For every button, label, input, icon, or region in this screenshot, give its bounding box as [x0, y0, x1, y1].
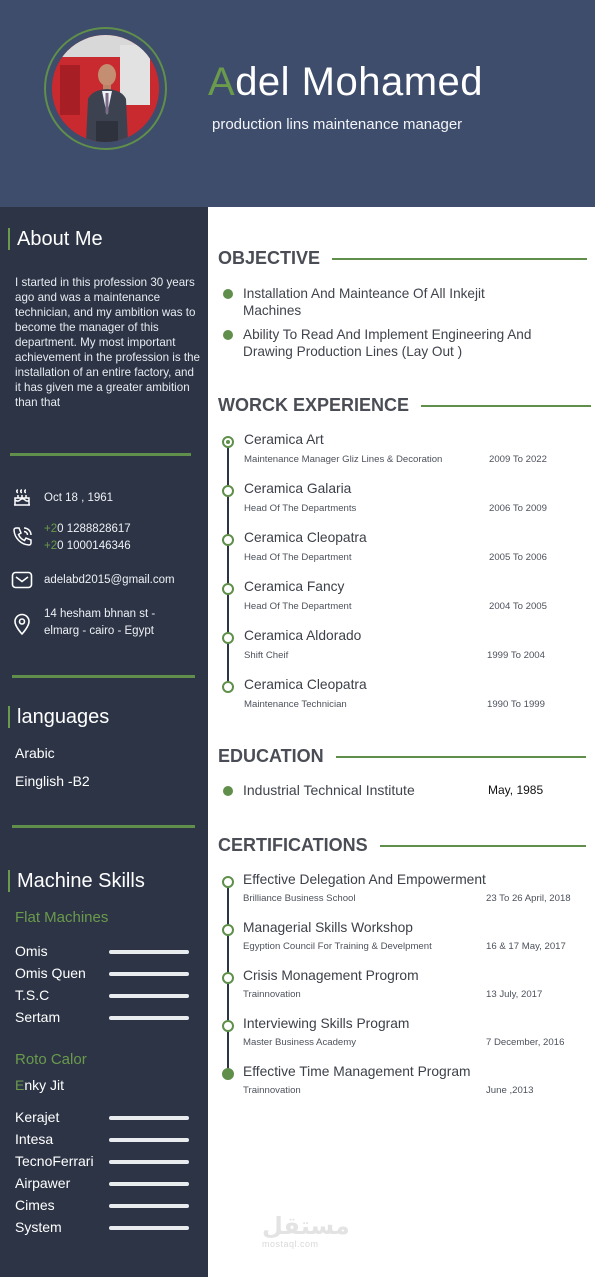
skill-label: Intesa: [15, 1131, 54, 1147]
job-role: Maintenance Technician: [244, 699, 347, 710]
bullet-dot: [223, 786, 233, 796]
objective-heading: OBJECTIVE: [218, 248, 587, 269]
candidate-title: production lins maintenance manager: [212, 116, 463, 133]
skill-bar: [109, 972, 189, 976]
certification-item: [222, 968, 582, 1008]
sidebar-divider: [10, 453, 191, 456]
experience-item: [222, 432, 582, 472]
job-dates: 1990 To 1999: [487, 699, 545, 710]
profile-photo-image: [52, 35, 159, 142]
heading-rule: [332, 258, 587, 260]
certification-date: 23 To 26 April, 2018: [486, 893, 571, 904]
sidebar-divider: [12, 825, 195, 828]
skill-row: [15, 1174, 193, 1192]
timeline-node: [222, 632, 234, 644]
company-name: Ceramica Art: [244, 432, 324, 447]
skill-bar: [109, 1016, 189, 1020]
skill-label: Omis Quen: [15, 965, 86, 981]
machine-skills-heading: Machine Skills: [8, 870, 145, 892]
heading-rule: [380, 845, 586, 847]
job-dates: 2005 To 2006: [489, 552, 547, 563]
phone-number-2[interactable]: +20 1000146346: [44, 540, 131, 552]
location-pin-icon: [10, 612, 34, 636]
skill-bar: [109, 1226, 189, 1230]
about-me-heading: About Me: [8, 228, 103, 250]
cake-icon: [10, 484, 34, 508]
certification-date: June ,2013: [486, 1085, 534, 1096]
bullet-dot: [223, 289, 233, 299]
mail-icon: [10, 568, 34, 592]
contact-email: [10, 568, 175, 592]
contact-birthday: [10, 484, 113, 508]
profile-photo-ring: [44, 27, 167, 150]
experience-heading: WORCK EXPERIENCE: [218, 395, 591, 416]
profile-photo: [52, 35, 159, 142]
company-name: Ceramica Cleopatra: [244, 677, 367, 692]
skill-bar: [109, 1160, 189, 1164]
experience-item: [222, 677, 582, 717]
skill-bar: [109, 1138, 189, 1142]
skill-label: System: [15, 1219, 62, 1235]
certification-item: [222, 1016, 582, 1056]
enky-jit-label: Enky Jit: [15, 1077, 65, 1093]
skill-row: [15, 942, 193, 960]
education-heading: EDUCATION: [218, 746, 586, 767]
skill-label: Cimes: [15, 1197, 55, 1213]
timeline-node: [222, 972, 234, 984]
watermark-latin: mostaql.com: [262, 1239, 319, 1249]
sidebar-divider: [12, 675, 195, 678]
flat-machines-heading: Flat Machines: [15, 909, 109, 926]
heading-rule: [421, 405, 591, 407]
certification-issuer: Trainnovation: [243, 989, 301, 1000]
timeline-node: [222, 1068, 234, 1080]
certification-item: [222, 1064, 582, 1104]
certifications-heading: CERTIFICATIONS: [218, 835, 586, 856]
certification-name: Effective Time Management Program: [243, 1064, 471, 1079]
company-name: Ceramica Cleopatra: [244, 530, 367, 545]
certification-date: 7 December, 2016: [486, 1037, 565, 1048]
company-name: Ceramica Galaria: [244, 481, 352, 496]
skill-row: [15, 1008, 193, 1026]
phone-number-1[interactable]: +20 1288828617: [44, 523, 131, 535]
skill-bar: [109, 950, 189, 954]
skill-row: [15, 986, 193, 1004]
experience-item: [222, 530, 582, 570]
timeline-node: [222, 436, 234, 448]
certification-issuer: Egyption Council For Training & Develpment: [243, 941, 432, 952]
address-text: 14 hesham bhnan st - elmarg - cairo - Egypt: [44, 608, 156, 637]
heading-rule: [336, 756, 586, 758]
timeline-node: [222, 876, 234, 888]
certification-date: 13 July, 2017: [486, 989, 543, 1000]
skill-row: [15, 1108, 193, 1126]
sidebar: [0, 207, 208, 1277]
birthday-text: Oct 18 , 1961: [44, 492, 114, 504]
job-role: Shift Cheif: [244, 650, 289, 661]
experience-item: [222, 628, 582, 668]
skill-label: TecnoFerrari: [15, 1153, 94, 1169]
contact-phones: [10, 521, 131, 555]
roto-calor-heading: Roto Calor: [15, 1051, 87, 1068]
company-name: Ceramica Fancy: [244, 579, 345, 594]
email-text[interactable]: adelabd2015@gmail.com: [44, 574, 175, 586]
skill-row: [15, 1152, 193, 1170]
timeline-node: [222, 583, 234, 595]
timeline-node: [222, 534, 234, 546]
main-content: [208, 207, 595, 1277]
skill-label: Airpawer: [15, 1175, 71, 1191]
job-role: Head Of The Departments: [244, 503, 357, 514]
skill-row: [15, 1196, 193, 1214]
skill-bar: [109, 1182, 189, 1186]
certification-item: [222, 920, 582, 960]
skill-bar: [109, 994, 189, 998]
skill-label: T.S.C: [15, 987, 50, 1003]
job-dates: 2004 To 2005: [489, 601, 547, 612]
certification-issuer: Brilliance Business School: [243, 893, 356, 904]
certification-name: Effective Delegation And Empowerment: [243, 872, 486, 887]
certification-item: [222, 872, 582, 912]
graduation-date: May, 1985: [488, 783, 544, 797]
mostaql-watermark: [262, 1212, 350, 1253]
skill-label: Omis: [15, 943, 48, 959]
experience-item: [222, 579, 582, 619]
skill-row: [15, 1130, 193, 1148]
header: [0, 0, 595, 207]
language-item: Einglish -B2: [15, 773, 90, 789]
certification-issuer: Trainnovation: [243, 1085, 301, 1096]
skill-label: Kerajet: [15, 1109, 60, 1125]
skill-label: Sertam: [15, 1009, 61, 1025]
objective-item: Ability To Read And Implement Engineering And Drawing Production Lines (Lay Out ): [223, 326, 573, 360]
skill-row: [15, 964, 193, 982]
objective-item: Installation And Mainteance Of All Inkejit Machines: [223, 285, 573, 319]
job-dates: 2009 To 2022: [489, 454, 547, 465]
certification-name: Managerial Skills Workshop: [243, 920, 413, 935]
school-name: Industrial Technical Institute: [243, 782, 415, 798]
timeline-node: [222, 924, 234, 936]
phone-icon: [10, 525, 34, 549]
job-role: Head Of The Department: [244, 601, 352, 612]
skill-row: [15, 1218, 193, 1236]
bullet-dot: [223, 330, 233, 340]
job-dates: 1999 To 2004: [487, 650, 545, 661]
job-role: Maintenance Manager Gliz Lines & Decoration: [244, 454, 443, 465]
certification-name: Crisis Monagement Progrom: [243, 968, 419, 983]
certification-issuer: Master Business Academy: [243, 1037, 357, 1048]
certification-date: 16 & 17 May, 2017: [486, 941, 566, 952]
candidate-name: Adel Mohamed: [208, 60, 484, 104]
contact-address: [10, 606, 184, 640]
phone-numbers: [44, 521, 131, 555]
certification-name: Interviewing Skills Program: [243, 1016, 410, 1031]
timeline-node: [222, 681, 234, 693]
language-item: Arabic: [15, 745, 55, 761]
job-role: Head Of The Department: [244, 552, 352, 563]
company-name: Ceramica Aldorado: [244, 628, 362, 643]
skill-bar: [109, 1116, 189, 1120]
timeline-node: [222, 1020, 234, 1032]
about-me-text: I started in this profession 30 years ago and was a maintenance technician, and my ambition was to become the manager of this department. My most important achievement in the profession is the installation of an entire factory, and it has given me a greater ambition than that: [15, 276, 200, 409]
education-item: [223, 782, 573, 802]
watermark-arabic: مستقل: [262, 1212, 350, 1240]
languages-heading: languages: [8, 706, 109, 728]
job-dates: 2006 To 2009: [489, 503, 547, 514]
skill-bar: [109, 1204, 189, 1208]
timeline-node: [222, 485, 234, 497]
experience-item: [222, 481, 582, 521]
